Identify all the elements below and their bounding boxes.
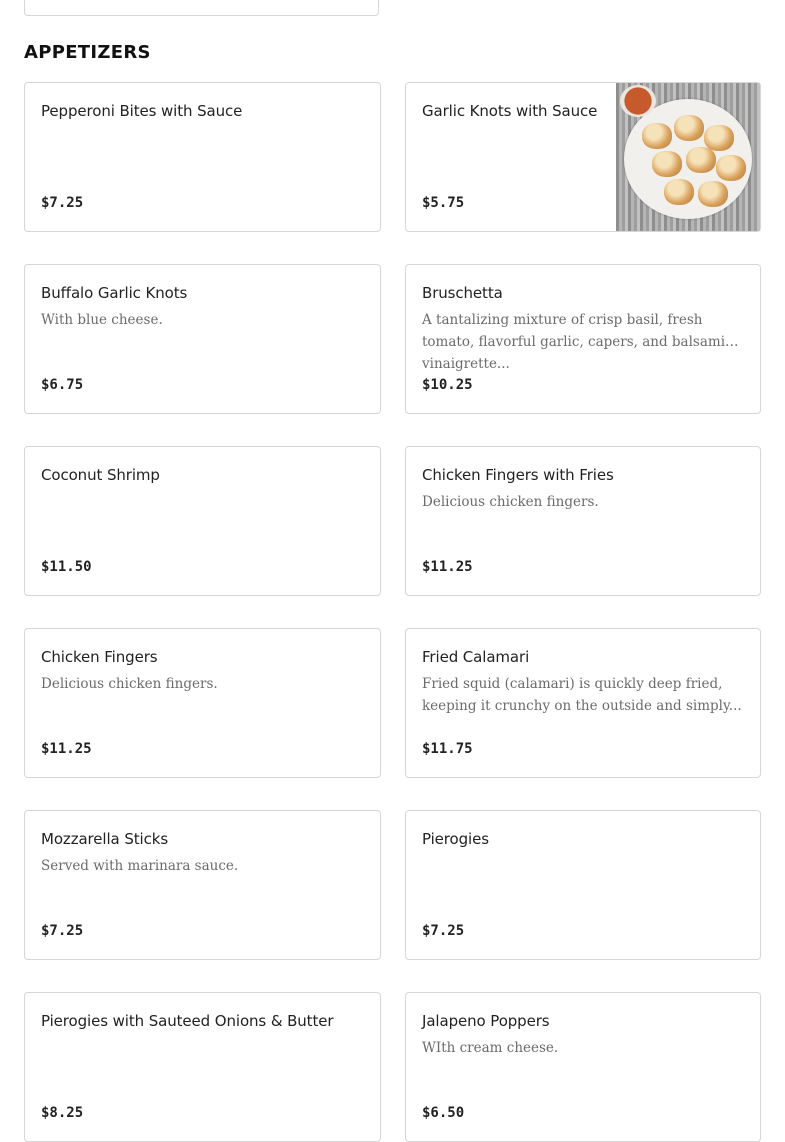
menu-item-price: $7.25 xyxy=(422,923,465,939)
menu-item-description: WIth cream cheese. xyxy=(422,1040,559,1056)
menu-item-name: Jalapeno Poppers xyxy=(422,1012,550,1030)
menu-item-name: Coconut Shrimp xyxy=(41,466,160,484)
menu-item-price: $7.25 xyxy=(41,923,84,939)
menu-item-card[interactable] xyxy=(24,628,381,778)
menu-item-body xyxy=(41,465,364,485)
menu-item-card[interactable] xyxy=(405,628,761,778)
menu-item-photo xyxy=(616,83,760,231)
menu-item-body xyxy=(422,647,744,717)
menu-item-name: Chicken Fingers with Fries xyxy=(422,466,614,484)
menu-item-card[interactable] xyxy=(24,992,381,1142)
menu-item-price: $6.75 xyxy=(41,377,84,393)
menu-item-body xyxy=(41,283,364,331)
menu-item-body xyxy=(422,1011,744,1059)
menu-item-name: Buffalo Garlic Knots xyxy=(41,284,188,302)
menu-item-name: Fried Calamari xyxy=(422,648,530,666)
garlic-knot-graphic xyxy=(716,155,746,181)
menu-item-description: Delicious chicken fingers. xyxy=(422,494,599,510)
menu-item-name: Garlic Knots with Sauce xyxy=(422,102,598,120)
garlic-knot-graphic xyxy=(686,147,716,173)
menu-item-name: Pepperoni Bites with Sauce xyxy=(41,102,243,120)
menu-item-card[interactable] xyxy=(24,82,381,232)
menu-items-grid xyxy=(24,82,761,1142)
menu-item-body xyxy=(41,829,364,877)
menu-item-body xyxy=(41,647,364,695)
menu-item-card[interactable] xyxy=(24,446,381,596)
menu-item-card[interactable] xyxy=(405,82,761,232)
garlic-knot-graphic xyxy=(664,179,694,205)
section-title: APPETIZERS xyxy=(24,42,151,63)
menu-item-price: $7.25 xyxy=(41,195,84,211)
garlic-knot-graphic xyxy=(674,115,704,141)
menu-item-price: $6.50 xyxy=(422,1105,465,1121)
menu-item-body xyxy=(422,283,744,372)
sauce-cup-graphic xyxy=(620,85,656,117)
menu-item-name: Pierogies with Sauteed Onions & Butter xyxy=(41,1012,334,1030)
menu-item-price: $8.25 xyxy=(41,1105,84,1121)
menu-item-description: With blue cheese. xyxy=(41,312,163,328)
menu-item-name: Chicken Fingers xyxy=(41,648,158,666)
menu-item-card[interactable] xyxy=(24,810,381,960)
plate-graphic xyxy=(624,99,752,219)
menu-item-price: $11.75 xyxy=(422,741,473,757)
menu-item-body xyxy=(422,101,600,121)
menu-item-price: $11.25 xyxy=(422,559,473,575)
menu-item-card[interactable] xyxy=(24,264,381,414)
menu-item-body xyxy=(41,101,364,121)
menu-item-description: Delicious chicken fingers. xyxy=(41,676,218,692)
menu-item-description: Fried squid (calamari) is quickly deep fried, keeping it crunchy on the outside and simply... xyxy=(422,676,742,714)
garlic-knot-graphic xyxy=(704,125,734,151)
menu-item-body xyxy=(422,829,744,849)
menu-item-card[interactable] xyxy=(405,264,761,414)
menu-item-price: $11.25 xyxy=(41,741,92,757)
menu-item-card[interactable] xyxy=(405,446,761,596)
menu-item-price: $10.25 xyxy=(422,377,473,393)
menu-item-price: $5.75 xyxy=(422,195,465,211)
menu-item-description: Served with marinara sauce. xyxy=(41,858,239,874)
menu-item-description: A tantalizing mixture of crisp basil, fresh tomato, flavorful garlic, capers, and balsamic vinaigrette... xyxy=(422,312,733,372)
menu-item-name: Mozzarella Sticks xyxy=(41,830,169,848)
menu-item-body xyxy=(41,1011,364,1031)
menu-item-card[interactable] xyxy=(405,992,761,1142)
garlic-knot-graphic xyxy=(652,151,682,177)
menu-item-name: Bruschetta xyxy=(422,284,503,302)
previous-menu-card[interactable] xyxy=(24,0,379,16)
menu-item-price: $11.50 xyxy=(41,559,92,575)
menu-item-body xyxy=(422,465,744,513)
garlic-knot-graphic xyxy=(642,123,672,149)
menu-item-name: Pierogies xyxy=(422,830,489,848)
garlic-knot-graphic xyxy=(698,181,728,207)
menu-item-card[interactable] xyxy=(405,810,761,960)
